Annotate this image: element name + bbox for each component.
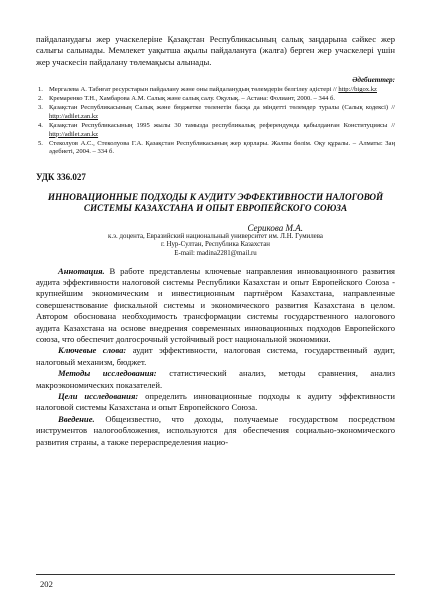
udc-code: УДК 336.027: [36, 171, 86, 182]
reference-text: Мергалева А. Табиғат ресурстарын пайдалану және оны пайдаланудың төлемдерін белгілеу әдістері //: [49, 86, 339, 94]
reference-text: Кремаренко Т.Н., Хамбарова А.М. Салық және салық салу. Оқулық. – Астана: Фолиант, 2000. – 344 б.: [49, 95, 336, 103]
goals-paragraph: [36, 391, 395, 414]
article-title: ИННОВАЦИОННЫЕ ПОДХОДЫ К АУДИТУ ЭФФЕКТИВНОСТИ НАЛОГОВОЙ СИСТЕМЫ КАЗАХСТАНА И ОПЫТ ЕВРОПЕЙСКОГО СОЮЗА: [47, 191, 384, 214]
introduction-label: Введение.: [58, 413, 95, 424]
reference-link[interactable]: http://adilet.zan.kz: [49, 113, 99, 120]
reference-number: 1.: [38, 86, 43, 94]
reference-number: 3.: [38, 104, 43, 112]
goals-label: Цели исследования:: [58, 391, 139, 402]
introduction-paragraph: [36, 414, 395, 448]
methods-paragraph: [36, 368, 395, 391]
reference-link[interactable]: http://adilet.zan.kz: [49, 130, 99, 138]
introduction-text: Общеизвестно, что доходы, получаемые государством посредством инструментов налогообложения, используются для обеспечения социально-экономического развития страны, а также перераспределения нацио-: [36, 413, 395, 447]
reference-item: [38, 104, 395, 121]
reference-item: [38, 86, 395, 95]
keywords-paragraph: [36, 345, 395, 368]
reference-text: Қазақстан Республикасының Салық және бюджетке төленетін басқа да міндетті төлемдер туралы (Салық кодексі) //: [49, 104, 395, 112]
keywords-text: аудит эффективности, налоговая система, государственный аудит, налоговый механизм, бюджет.: [36, 345, 396, 367]
methods-text: статистический анализ, методы сравнения, анализ макроэкономических показателей.: [36, 368, 395, 390]
reference-item: [38, 95, 395, 104]
abstract-text: В работе представлены ключевые направления инновационного развития аудита эффективности налоговой системы Республики Казахстан и опыт Европейского Союза - крупнейшим экономическим и инвестиционным партнёром Казахстана, направленные совершенствование фискальной системы и экономического развития Казахстана в целом. Автором обоснована необходимость трансформации системы государственного налогового аудита Казахстана на основе внедрения современных инновационных подходов Европейского союза, что обеспечит долгосрочный устойчивый рост национальной экономики.: [36, 265, 395, 344]
abstract-paragraph: [36, 266, 395, 346]
page-number: 202: [40, 579, 53, 589]
reference-text: Стеколуов А.С., Стеколуова Г.А. Қазақстан Республикасының жер қорлары. Жалпы бөлім. Оқу құралы. – Алматы: Заң әдебиеті, 2004. – 334 б.: [49, 139, 395, 156]
author-name: Серикова М.А.: [247, 222, 303, 233]
methods-label: Методы исследования:: [58, 368, 157, 379]
reference-link[interactable]: http://bigox.kz: [338, 86, 377, 94]
intro-paragraph: пайдаланудағы жер учаскелеріне Қазақстан Республикасының салық заңдарына сәйкес жер салығы салынады. Мемлекет уақытша ақылы пайдалануға (жалға) берген жер учаскелері үшін жер учаскесін пайдалану төлемақысы алынады.: [36, 34, 395, 67]
footer-divider: [36, 574, 395, 575]
keywords-label: Ключевые слова:: [58, 345, 127, 356]
author-email: E-mail: madina2281@mail.ru: [174, 249, 257, 257]
reference-number: 5.: [38, 139, 43, 147]
reference-number: 2.: [38, 95, 43, 103]
references-heading: Әдебиеттер:: [352, 76, 395, 85]
goals-text: определить инновационные подходы к аудиту эффективности налоговой системы Казахстана и опыт Европейского Союза.: [36, 391, 395, 413]
abstract-label: Аннотация.: [58, 265, 105, 276]
document-page: [36, 34, 395, 448]
references-list: [36, 86, 395, 157]
author-location: г. Нур-Султан, Республика Казахстан: [161, 241, 270, 249]
reference-item: [38, 122, 395, 139]
reference-number: 4.: [38, 122, 43, 130]
reference-item: [38, 140, 395, 157]
reference-text: Қазақстан Республикасының 1995 жылы 30 тамызда республикалық референдумда қабылданған Конституциясы //: [49, 122, 395, 130]
author-affiliation: к.э. доцента, Евразийский национальный университет им. Л.Н. Гумилева: [108, 232, 323, 240]
